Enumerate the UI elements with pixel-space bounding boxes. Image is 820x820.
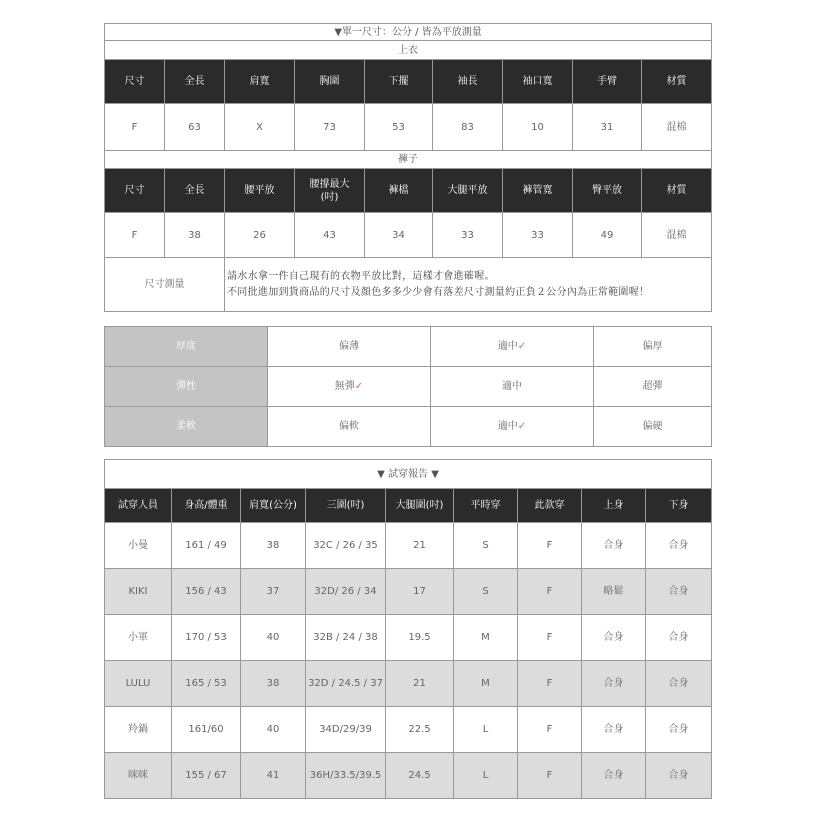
header-cell: 褲管寬 [503,169,573,213]
header-cell: 下身 [646,489,712,523]
data-cell: 73 [295,104,365,151]
data-cell: 156 / 43 [172,569,241,615]
data-cell: LULU [105,661,172,707]
check-icon: ✓ [354,381,364,392]
fabric-option [431,407,594,447]
measure-note [225,258,712,312]
data-cell: F [105,213,165,258]
fabric-option [268,367,431,407]
table-row [105,523,712,569]
header-cell: 平時穿 [454,489,518,523]
option-text: 偏軟 [339,421,359,432]
data-cell: 小軍 [105,615,172,661]
header-cell: 尺寸 [105,169,165,213]
data-cell: 19.5 [386,615,454,661]
table-row [105,707,712,753]
header-cell: 臀平放 [573,169,642,213]
data-cell: 21 [386,661,454,707]
data-cell: F [518,523,582,569]
data-cell: 小曼 [105,523,172,569]
data-cell: 合身 [646,707,712,753]
header-cell: 褲檔 [365,169,433,213]
top-data-row [105,104,712,151]
data-cell: 合身 [582,661,646,707]
data-cell: 32B / 24 / 38 [306,615,386,661]
fabric-label: 彈性 [105,367,268,407]
data-cell: 33 [503,213,573,258]
data-cell: 17 [386,569,454,615]
fabric-option [268,407,431,447]
option-text: 偏薄 [339,341,359,352]
data-cell: 41 [241,753,306,799]
data-cell: 合身 [646,615,712,661]
data-cell: X [225,104,295,151]
data-cell: 40 [241,615,306,661]
data-cell: F [518,569,582,615]
data-cell: 咪咪 [105,753,172,799]
data-cell: 混棉 [642,104,712,151]
fabric-option [594,407,712,447]
fabric-option [594,367,712,407]
table-row [105,615,712,661]
data-cell: 略鬆 [582,569,646,615]
data-cell: 24.5 [386,753,454,799]
fabric-option [431,367,594,407]
fit-report-table [104,459,712,799]
header-cell: 腰撐最大 (吋) [295,169,365,213]
header-cell: 肩寬(公分) [241,489,306,523]
fabric-option [268,327,431,367]
data-cell: 31 [573,104,642,151]
top-header-row [105,60,712,104]
data-cell: 26 [225,213,295,258]
fabric-row-softness [105,407,712,447]
measure-note-line: 不同批進加到貨商品的尺寸及顏色多多少少會有落差尺寸測量約正負２公分內為正常範圍喔！ [227,286,650,298]
table-row [105,753,712,799]
header-cell: 袖口寬 [503,60,573,104]
table-row [105,661,712,707]
data-cell: M [454,615,518,661]
fit-header-row [105,489,712,523]
data-cell: 合身 [646,753,712,799]
option-text: 適中 [497,341,518,352]
header-cell: 手臂 [573,60,642,104]
data-cell: KIKI [105,569,172,615]
data-cell: 合身 [582,753,646,799]
option-text: 超彈 [642,381,663,392]
data-cell: 37 [241,569,306,615]
check-icon: ✓ [517,341,527,352]
data-cell: 合身 [646,569,712,615]
header-cell: 尺寸 [105,60,165,104]
top-section-label: 上衣 [105,41,712,60]
option-text: 偏硬 [642,421,663,432]
data-cell: M [454,661,518,707]
measure-label: 尺寸測量 [105,258,225,312]
header-cell: 身高/體重 [172,489,241,523]
option-text: 偏厚 [642,341,663,352]
data-cell: 161/60 [172,707,241,753]
pants-header-row [105,169,712,213]
data-cell: 32D/ 26 / 34 [306,569,386,615]
pants-section-label: 褲子 [105,151,712,169]
data-cell: 161 / 49 [172,523,241,569]
data-cell: S [454,523,518,569]
data-cell: F [105,104,165,151]
data-cell: 83 [433,104,503,151]
header-cell: 袖長 [433,60,503,104]
header-cell: 全長 [165,169,225,213]
data-cell: 34 [365,213,433,258]
data-cell: 羚鍋 [105,707,172,753]
option-text: 適中 [497,421,518,432]
data-cell: 38 [165,213,225,258]
data-cell: S [454,569,518,615]
fabric-row-thickness [105,327,712,367]
measure-row [105,258,712,312]
data-cell: 34D/29/39 [306,707,386,753]
data-cell: F [518,661,582,707]
data-cell: 53 [365,104,433,151]
data-cell: F [518,753,582,799]
fabric-option [594,327,712,367]
header-cell: 材質 [642,60,712,104]
fabric-label: 柔軟 [105,407,268,447]
data-cell: 40 [241,707,306,753]
header-cell: 上身 [582,489,646,523]
header-cell: 大腿圍(吋) [386,489,454,523]
data-cell: 合身 [646,523,712,569]
option-text: 無彈 [334,381,355,392]
pants-data-row [105,213,712,258]
size-table [104,23,712,312]
data-cell: 22.5 [386,707,454,753]
fabric-option [431,327,594,367]
data-cell: 63 [165,104,225,151]
fit-report-title: ▼ 試穿報告 ▼ [105,460,712,489]
data-cell: 合身 [646,661,712,707]
header-cell: 胸圍 [295,60,365,104]
header-cell: 三圍(吋) [306,489,386,523]
data-cell: 32C / 26 / 35 [306,523,386,569]
data-cell: 36H/33.5/39.5 [306,753,386,799]
data-cell: 10 [503,104,573,151]
data-cell: 合身 [582,707,646,753]
data-cell: 合身 [582,523,646,569]
data-cell: 32D / 24.5 / 37 [306,661,386,707]
data-cell: 混棉 [642,213,712,258]
measure-note-line: 請水水拿一件自己現有的衣物平放比對，這樣才會進確喔。 [227,271,495,282]
data-cell: 38 [241,523,306,569]
data-cell: 155 / 67 [172,753,241,799]
header-cell: 試穿人員 [105,489,172,523]
data-cell: F [518,615,582,661]
data-cell: L [454,707,518,753]
data-cell: F [518,707,582,753]
data-cell: 43 [295,213,365,258]
header-cell: 全長 [165,60,225,104]
data-cell: 165 / 53 [172,661,241,707]
data-cell: 38 [241,661,306,707]
header-cell: 大腿平放 [433,169,503,213]
check-icon: ✓ [517,421,527,432]
data-cell: 33 [433,213,503,258]
data-cell: L [454,753,518,799]
data-cell: 170 / 53 [172,615,241,661]
header-cell: 腰平放 [225,169,295,213]
fabric-row-elasticity [105,367,712,407]
data-cell: 49 [573,213,642,258]
header-cell: 肩寬 [225,60,295,104]
header-cell: 下擺 [365,60,433,104]
option-text: 適中 [502,381,522,392]
table-row [105,569,712,615]
fabric-label: 厚度 [105,327,268,367]
size-table-title: ▼單一尺寸：公分 / 皆為平放測量 [105,24,712,41]
data-cell: 21 [386,523,454,569]
fabric-table [104,326,712,447]
header-cell: 材質 [642,169,712,213]
header-cell: 此款穿 [518,489,582,523]
data-cell: 合身 [582,615,646,661]
